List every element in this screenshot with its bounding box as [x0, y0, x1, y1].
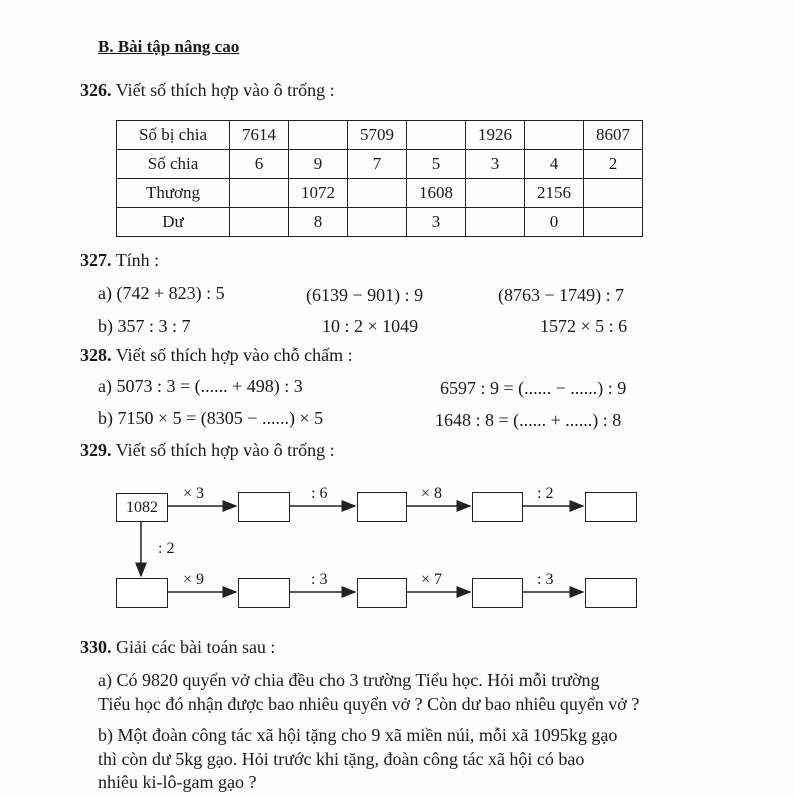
table-cell[interactable]: 1926	[466, 121, 525, 150]
table-cell[interactable]: 6	[230, 150, 289, 179]
table-cell[interactable]: 7614	[230, 121, 289, 150]
expression: 1648 : 8 = (...... + ......) : 8	[435, 410, 622, 430]
operation-label: × 9	[183, 571, 205, 588]
expression: (6139 − 901) : 9	[306, 285, 424, 305]
table-cell[interactable]: 0	[525, 208, 584, 237]
table-cell[interactable]: 3	[466, 150, 525, 179]
operation-label: : 3	[537, 571, 554, 588]
answer-box[interactable]	[472, 578, 523, 608]
answer-box[interactable]	[585, 578, 637, 608]
question-number: 330.	[80, 637, 112, 657]
expression: b) 357 : 3 : 7	[98, 316, 191, 336]
row-label: Số bị chia	[117, 121, 230, 150]
expression: (8763 − 1749) : 7	[498, 285, 625, 305]
table-cell[interactable]: 3	[407, 208, 466, 237]
question-number: 326.	[80, 80, 112, 100]
table-cell[interactable]: 1608	[407, 179, 466, 208]
question-text: Tính :	[115, 250, 160, 270]
expression: 6597 : 9 = (...... − ......) : 9	[440, 378, 627, 398]
table-cell[interactable]: 5709	[348, 121, 407, 150]
table-cell[interactable]: 8607	[584, 121, 643, 150]
expression: a) 5073 : 3 = (...... + 498) : 3	[98, 376, 303, 396]
section-title: B. Bài tập nâng cao	[98, 37, 240, 56]
operation-label: × 8	[421, 485, 443, 502]
expression: a) (742 + 823) : 5	[98, 283, 225, 303]
table-cell[interactable]: 2	[584, 150, 643, 179]
start-box: 1082	[116, 493, 168, 522]
problem-line: Tiểu học đó nhận được bao nhiêu quyển vở ? Còn dư bao nhiêu quyển vở ?	[98, 694, 640, 714]
question-330	[80, 637, 275, 658]
question-text: Viết số thích hợp vào chỗ chấm :	[115, 345, 353, 365]
row-label: Dư	[117, 208, 230, 237]
answer-box[interactable]	[472, 492, 523, 522]
expression: 10 : 2 × 1049	[322, 316, 419, 336]
answer-box[interactable]	[357, 578, 407, 608]
question-text: Viết số thích hợp vào ô trống :	[115, 440, 335, 460]
question-text: Giải các bài toán sau :	[116, 637, 276, 657]
answer-box[interactable]	[238, 492, 290, 522]
table-cell[interactable]: 5	[407, 150, 466, 179]
operation-label: : 6	[311, 485, 328, 502]
row-label: Thương	[117, 179, 230, 208]
row-label: Số chia	[117, 150, 230, 179]
problem-line: b) Một đoàn công tác xã hội tặng cho 9 xã miền núi, mỗi xã 1095kg gạo	[98, 725, 618, 745]
answer-box[interactable]	[585, 492, 637, 522]
expression: 1572 × 5 : 6	[540, 316, 628, 336]
problem-line: a) Có 9820 quyển vở chia đều cho 3 trường Tiểu học. Hỏi mỗi trường	[98, 670, 600, 690]
problem-line: nhiêu ki-lô-gam gạo ?	[98, 772, 257, 792]
operation-label: : 3	[311, 571, 328, 588]
answer-box[interactable]	[357, 492, 407, 522]
operation-label: : 2	[537, 485, 554, 502]
answer-box[interactable]	[116, 578, 168, 608]
problem-line: thì còn dư 5kg gạo. Hỏi trước khi tặng, đoàn công tác xã hội có bao	[98, 749, 585, 769]
answer-box[interactable]	[238, 578, 290, 608]
operation-label: × 3	[183, 485, 205, 502]
table-cell[interactable]: 2156	[525, 179, 584, 208]
question-number: 328.	[80, 345, 112, 365]
question-text: Viết số thích hợp vào ô trống :	[115, 80, 335, 100]
table-cell[interactable]: 4	[525, 150, 584, 179]
operation-label: : 2	[158, 540, 175, 557]
table-cell[interactable]: 7	[348, 150, 407, 179]
table-cell[interactable]: 1072	[289, 179, 348, 208]
question-number: 329.	[80, 440, 112, 460]
expression: b) 7150 × 5 = (8305 − ......) × 5	[98, 408, 324, 428]
question-number: 327.	[80, 250, 112, 270]
operation-label: × 7	[421, 571, 443, 588]
table-cell[interactable]: 8	[289, 208, 348, 237]
table-cell[interactable]: 9	[289, 150, 348, 179]
